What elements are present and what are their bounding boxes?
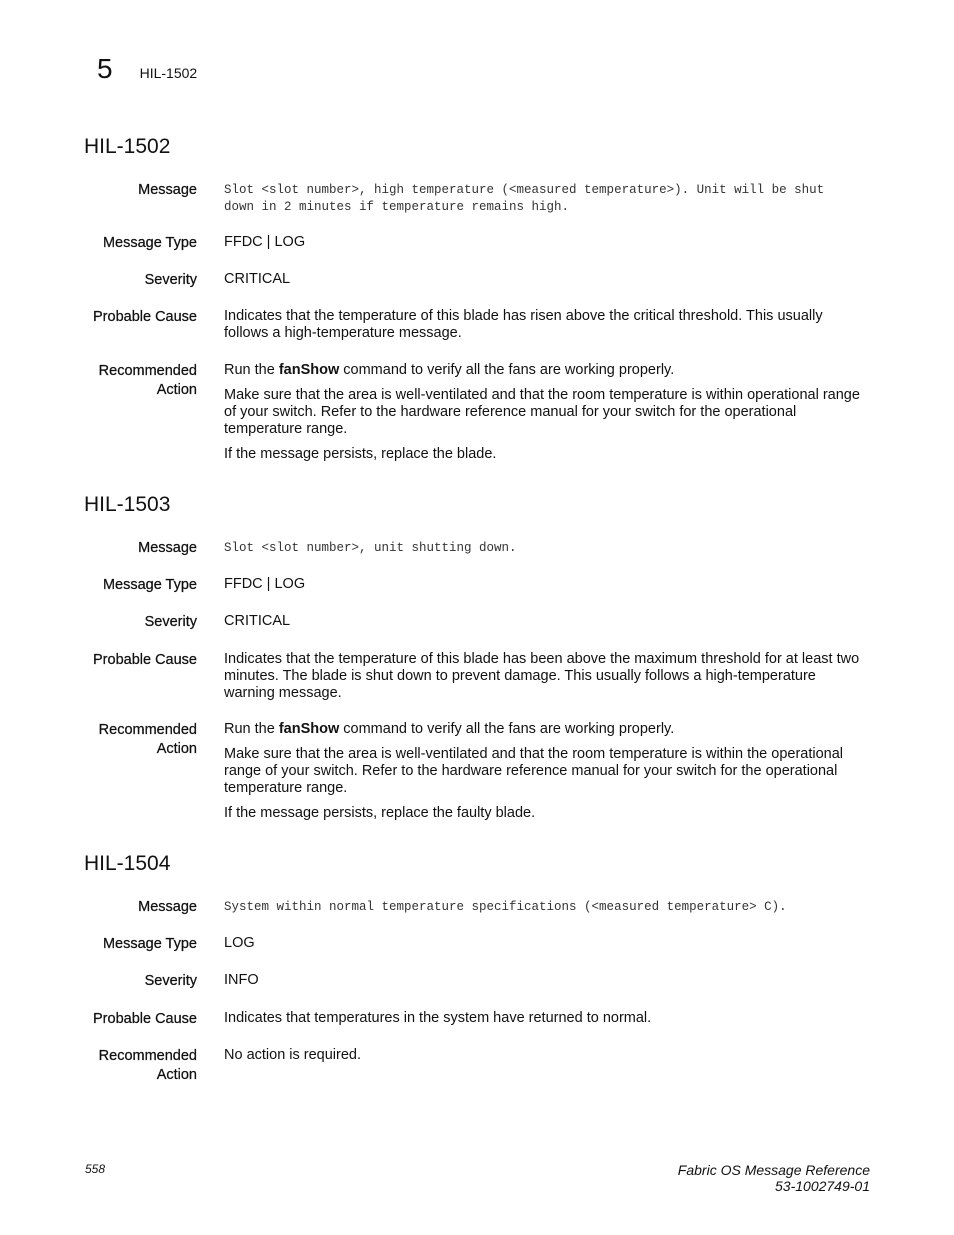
recommended-action-label	[84, 362, 197, 400]
action-paragraph: Make sure that the area is well-ventilated and that the room temperature is within operational range of your switch. Refer to the hardware reference manual for your switch for the operational temperature range.	[224, 387, 860, 437]
action-text: command to verify all the fans are working properly.	[339, 721, 675, 737]
message-line: Slot <slot number>, high temperature (<measured temperature>). Unit will be shut	[224, 183, 825, 197]
severity-value: CRITICAL	[224, 613, 291, 629]
recommended-action-value	[224, 721, 864, 830]
label-line: Recommended	[98, 1048, 197, 1064]
action-text: command to verify all the fans are working properly.	[339, 362, 675, 378]
section-hil-1502	[84, 135, 874, 462]
message-type-value: FFDC | LOG	[224, 576, 306, 592]
message-line: down in 2 minutes if temperature remains high.	[224, 200, 570, 214]
message-type-label: Message Type	[102, 577, 197, 593]
chapter-number: 5	[97, 53, 113, 84]
probable-cause-value: Indicates that the temperature of this blade has risen above the critical threshold. This usually follows a high-temperature message.	[224, 308, 823, 341]
action-paragraph: Make sure that the area is well-ventilated and that the room temperature is within the operational range of your switch. Refer to the hardware reference manual for your switch for the operational temperature range.	[224, 746, 844, 796]
action-paragraph: No action is required.	[224, 1047, 362, 1063]
severity-label: Severity	[144, 272, 197, 288]
label-line: Action	[156, 382, 197, 398]
action-paragraph: If the message persists, replace the faulty blade.	[224, 805, 536, 821]
label-line: Action	[156, 741, 197, 757]
running-head: HIL-1502	[139, 65, 198, 81]
recommended-action-value	[224, 1047, 864, 1072]
message-text	[224, 540, 864, 557]
probable-cause-label: Probable Cause	[93, 652, 197, 668]
message-type-value: LOG	[224, 935, 255, 951]
probable-cause-value: Indicates that the temperature of this blade has been above the maximum threshold for at least two minutes. The blade is shut down to prevent damage. This usually follows a high-temperature warning message.	[224, 651, 860, 701]
page-number: 558	[85, 1162, 106, 1176]
action-text: Run the	[224, 721, 279, 737]
message-label: Message	[138, 182, 197, 198]
command-name: fanShow	[278, 721, 340, 737]
label-line: Recommended	[98, 363, 197, 379]
severity-value: CRITICAL	[224, 271, 291, 287]
message-line: System within normal temperature specifications (<measured temperature> C).	[224, 900, 787, 914]
section-title: HIL-1503	[84, 493, 171, 516]
message-type-label: Message Type	[102, 936, 197, 952]
recommended-action-label	[84, 1047, 197, 1085]
doc-number: 53-1002749-01	[775, 1178, 870, 1194]
probable-cause-value: Indicates that temperatures in the system have returned to normal.	[224, 1010, 652, 1026]
severity-value: INFO	[224, 972, 259, 988]
doc-title: Fabric OS Message Reference	[677, 1162, 870, 1178]
label-line: Action	[156, 1067, 197, 1083]
action-paragraph	[224, 362, 864, 379]
action-text: Run the	[224, 362, 279, 378]
section-title: HIL-1502	[84, 135, 171, 158]
message-text	[224, 899, 864, 916]
message-label: Message	[138, 540, 197, 556]
message-text	[224, 182, 864, 216]
action-paragraph	[224, 721, 864, 738]
message-type-value: FFDC | LOG	[224, 234, 306, 250]
recommended-action-value	[224, 362, 864, 471]
section-title: HIL-1504	[84, 852, 171, 875]
message-line: Slot <slot number>, unit shutting down.	[224, 541, 517, 555]
label-line: Recommended	[98, 722, 197, 738]
section-hil-1503	[84, 493, 874, 821]
recommended-action-label	[84, 721, 197, 759]
message-label: Message	[138, 899, 197, 915]
severity-label: Severity	[144, 973, 197, 989]
probable-cause-label: Probable Cause	[93, 1011, 197, 1027]
section-hil-1504	[84, 852, 874, 1083]
probable-cause-label: Probable Cause	[93, 309, 197, 325]
severity-label: Severity	[144, 614, 197, 630]
command-name: fanShow	[278, 362, 340, 378]
action-paragraph: If the message persists, replace the blade.	[224, 446, 497, 462]
page-header	[97, 55, 197, 83]
footer-doc-info	[678, 1162, 870, 1194]
message-type-label: Message Type	[102, 235, 197, 251]
